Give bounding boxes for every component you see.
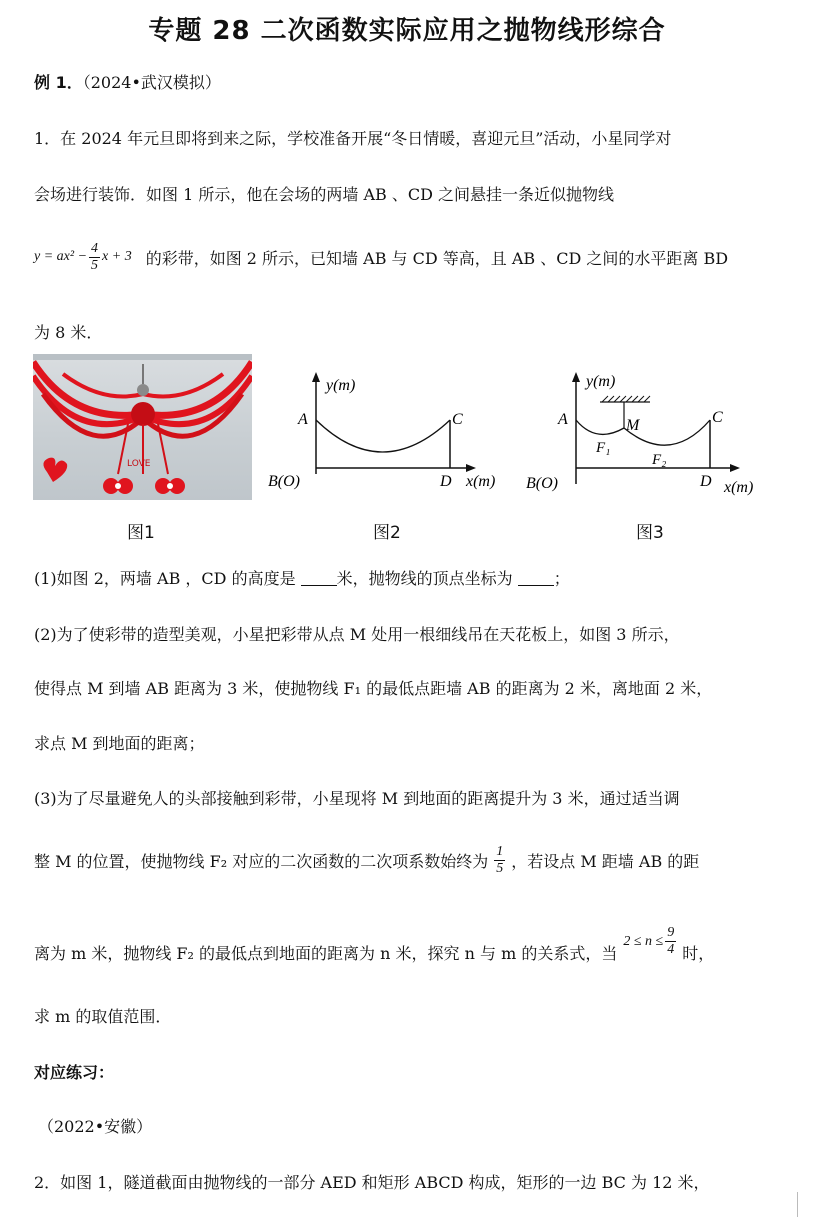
question-2-line: 使得点 M 到墙 AB 距离为 3 米，使抛物线 F₁ 的最低点距墙 AB 的距离为 2 米，离地面 2 米， <box>34 679 713 698</box>
question-3-text: 整 M 的位置，使抛物线 F₂ 对应的二次函数的二次项系数始终为 <box>34 851 489 871</box>
practice-heading: 对应练习： <box>34 1063 115 1082</box>
practice-source: （2022•安徽） <box>38 1117 153 1136</box>
figure-3-diagram <box>520 366 780 506</box>
inequality-numerator: 9 <box>667 925 675 940</box>
question-3-text: 离为 m 米，抛物线 F₂ 的最低点到地面的距离为 n 米，探究 n 与 m 的关系式，当 <box>34 944 618 963</box>
inequality-left: 2 ≤ n ≤ <box>623 933 664 949</box>
question-3-text: 时， <box>682 944 715 963</box>
formula-numerator: 4 <box>91 240 99 256</box>
problem-text-line: 1．在 2024 年元旦即将到来之际，学校准备开展“冬日情暖，喜迎元旦”活动，小星同学对 <box>34 129 672 148</box>
example-source: （2024•武汉模拟） <box>82 73 221 92</box>
fig3-label-f1: F₁ <box>596 440 611 456</box>
fig3-point-m: M <box>626 417 640 434</box>
question-1-text: (1)如图 2，两墙 AB ，CD 的高度是 <box>34 569 296 588</box>
question-3-line: (3)为了尽量避免人的头部接触到彩带，小星现将 M 到地面的距离提升为 3 米，通过适当调 <box>34 789 680 808</box>
coefficient-denominator: 5 <box>496 860 504 876</box>
fig3-x-axis-label: x(m) <box>724 479 754 496</box>
fig2-point-b: B(O) <box>268 473 300 490</box>
formula-line <box>34 236 728 278</box>
figure-3-caption: 图3 <box>636 523 664 543</box>
question-3-line: 求 m 的取值范围． <box>34 1007 172 1026</box>
coefficient-fraction <box>494 844 505 877</box>
example-label: 例 1． <box>34 73 83 92</box>
problem-text-line: 为 8 米． <box>34 323 103 342</box>
figure-2-caption: 图2 <box>373 523 401 543</box>
question-1-text-mid: 米，抛物线的顶点坐标为 <box>336 569 513 588</box>
figure-2-diagram <box>262 366 512 506</box>
answer-blank-height[interactable] <box>301 571 337 586</box>
fig2-point-a: A <box>298 411 308 428</box>
figure-1-caption: 图1 <box>127 523 155 543</box>
question-1 <box>34 566 570 589</box>
fig3-point-d: D <box>700 473 712 490</box>
formula-left: y = ax² − <box>34 249 88 264</box>
question-2-line: 求点 M 到地面的距离； <box>34 734 205 753</box>
answer-blank-vertex[interactable] <box>518 571 554 586</box>
question-2-line: (2)为了使彩带的造型美观，小星把彩带从点 M 处用一根细线吊在天花板上，如图 3 所示， <box>34 625 680 644</box>
fig2-point-d: D <box>440 473 452 490</box>
page-title: 专题 28 二次函数实际应用之抛物线形综合 <box>148 16 666 46</box>
question-3-line <box>34 838 699 882</box>
figure-1-photo <box>33 354 252 500</box>
coefficient-numerator: 1 <box>496 843 504 859</box>
fig2-point-c: C <box>452 411 463 428</box>
formula-right: x + 3 <box>102 249 132 264</box>
question-3-text: ，若设点 M 距墙 AB 的距 <box>511 851 700 871</box>
fig3-point-c: C <box>712 409 723 426</box>
inequality-denominator: 4 <box>667 942 675 957</box>
question-3-line <box>34 924 714 972</box>
practice-problem-line: 2．如图 1，隧道截面由抛物线的一部分 AED 和矩形 ABCD 构成，矩形的一边 BC 为 12 米， <box>34 1173 710 1192</box>
formula-fraction <box>89 241 100 274</box>
inequality-fraction <box>665 925 676 958</box>
problem-text-line: 会场进行装饰．如图 1 所示，他在会场的两墙 AB 、CD 之间悬挂一条近似抛物线 <box>34 185 614 204</box>
formula-denominator: 5 <box>91 257 99 273</box>
photo-love-text: LOVE <box>127 459 151 469</box>
fig3-y-axis-label: y(m) <box>586 373 616 390</box>
question-1-text-end: ； <box>553 569 570 588</box>
fig3-label-f2: F₂ <box>652 452 667 468</box>
example-heading <box>34 70 221 93</box>
page-edge-divider <box>797 1192 798 1217</box>
fig2-x-axis-label: x(m) <box>466 473 496 490</box>
fig2-y-axis-label: y(m) <box>326 377 356 394</box>
problem-text-line: 的彩带，如图 2 所示，已知墙 AB 与 CD 等高，且 AB 、CD 之间的水平距离 BD <box>145 248 729 268</box>
fig3-point-b: B(O) <box>526 475 558 492</box>
inequality <box>623 925 678 958</box>
fig3-point-a: A <box>558 411 568 428</box>
